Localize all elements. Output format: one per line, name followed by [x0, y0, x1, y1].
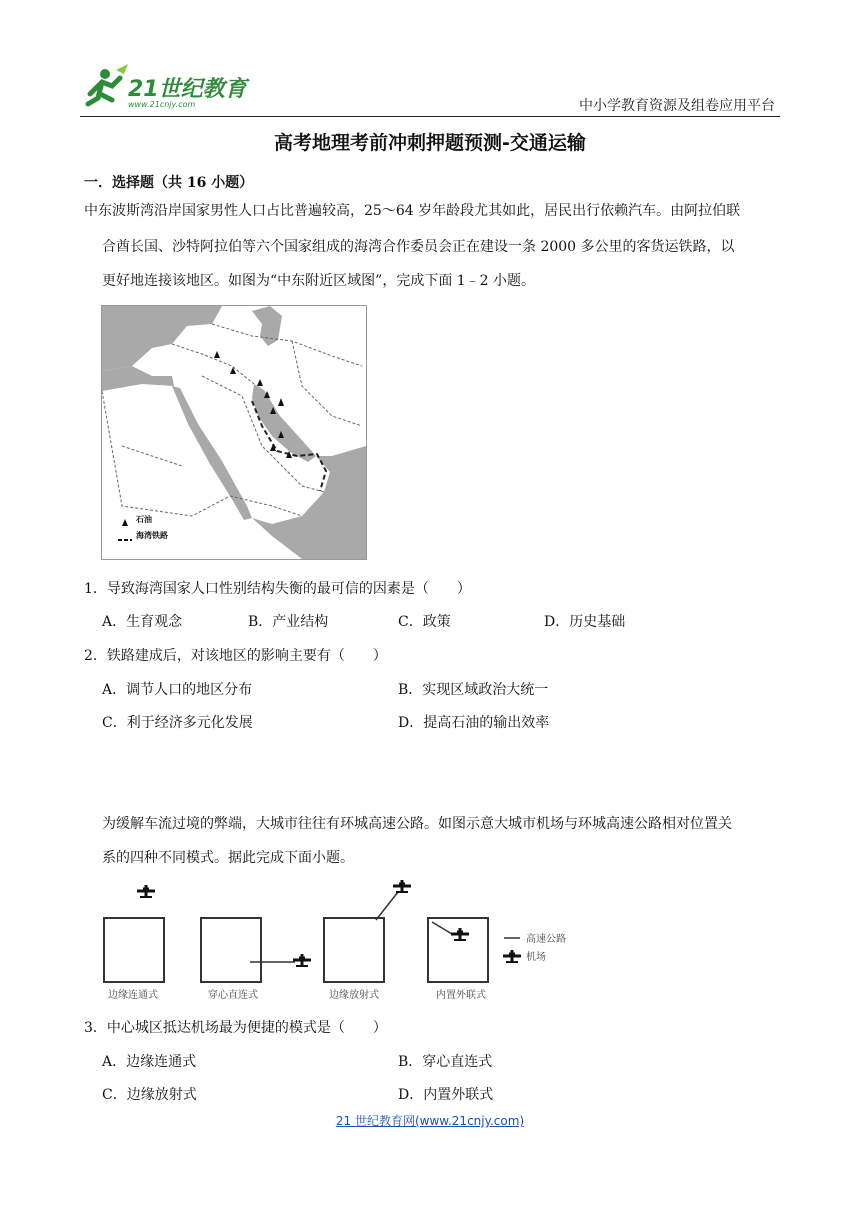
legend-airport-icon	[503, 950, 521, 962]
q1-option-b[interactable]: B．产业结构	[248, 614, 329, 630]
mode3-box	[324, 918, 384, 982]
q2-option-a[interactable]: A．调节人口的地区分布	[102, 682, 253, 698]
passage2-line1: 为缓解车流过境的弊端，大城市往往有环城高速公路。如图示意大城市机场与环城高速公路相对位置关	[102, 816, 732, 832]
q1-option-d[interactable]: D．历史基础	[544, 614, 626, 630]
mode1-label: 边缘连通式	[108, 990, 158, 1001]
logo-main-text: 21世纪教育	[128, 77, 247, 102]
q2-option-b[interactable]: B．实现区域政治大统一	[398, 682, 549, 698]
legend-highway-label: 高速公路	[526, 934, 566, 945]
q2-option-d[interactable]: D．提高石油的输出效率	[398, 715, 550, 731]
mode4-airport-icon	[451, 928, 469, 940]
mode2-label: 穿心直连式	[208, 990, 258, 1001]
mode2-box	[201, 918, 261, 982]
airport-mode-diagram	[100, 876, 570, 1004]
question-2-stem: 2．铁路建成后，对该地区的影响主要有（ ）	[84, 648, 387, 664]
legend-airport-label: 机场	[526, 952, 546, 963]
q3-option-a[interactable]: A．边缘连通式	[102, 1054, 197, 1070]
q3-option-c[interactable]: C．边缘放射式	[102, 1087, 197, 1103]
mode1-airport-icon	[137, 885, 155, 897]
mode2-airport-icon	[293, 954, 311, 966]
passage1-line2: 合酋长国、沙特阿拉伯等六个国家组成的海湾合作委员会正在建设一条 2000 多公里的客货运铁路，以	[102, 239, 735, 255]
passage1-line3: 更好地连接该地区。如图为“中东附近区域图”，完成下面 1﹣2 小题。	[102, 273, 536, 289]
mode4-box	[428, 918, 488, 982]
passage2-line2: 系的四种不同模式。据此完成下面小题。	[102, 850, 354, 866]
passage1-line1: 中东波斯湾沿岸国家男性人口占比普遍较高，25～64 岁年龄段尤其如此，居民出行依赖汽车。由阿拉伯联	[84, 203, 741, 219]
legend-oil: 石油	[136, 514, 152, 524]
mode4-label: 内置外联式	[436, 990, 486, 1001]
platform-name: 中小学教育资源及组卷应用平台	[579, 98, 775, 114]
logo-url-text: www.21cnjy.com	[128, 100, 196, 109]
mode1-box	[104, 918, 164, 982]
footer-link[interactable]: 21 世纪教育网(www.21cnjy.com)	[335, 1114, 525, 1128]
section-heading: 一．选择题（共 16 小题）	[84, 175, 254, 191]
legend-railway: 海湾铁路	[136, 530, 168, 540]
q2-option-c[interactable]: C．利于经济多元化发展	[102, 715, 253, 731]
header-divider	[80, 116, 780, 117]
question-1-stem: 1．导致海湾国家人口性别结构失衡的最可信的因素是（ ）	[84, 581, 471, 597]
q3-option-b[interactable]: B．穿心直连式	[398, 1054, 493, 1070]
mode3-airport-icon	[393, 880, 411, 892]
question-3-stem: 3．中心城区抵达机场最为便捷的模式是（ ）	[84, 1020, 387, 1036]
q1-option-a[interactable]: A．生育观念	[102, 614, 183, 630]
q1-option-c[interactable]: C．政策	[398, 614, 451, 630]
q3-option-d[interactable]: D．内置外联式	[398, 1087, 494, 1103]
mode3-label: 边缘放射式	[329, 990, 379, 1001]
middle-east-map	[101, 305, 367, 560]
page-title: 高考地理考前冲刺押题预测-交通运输	[274, 132, 586, 154]
